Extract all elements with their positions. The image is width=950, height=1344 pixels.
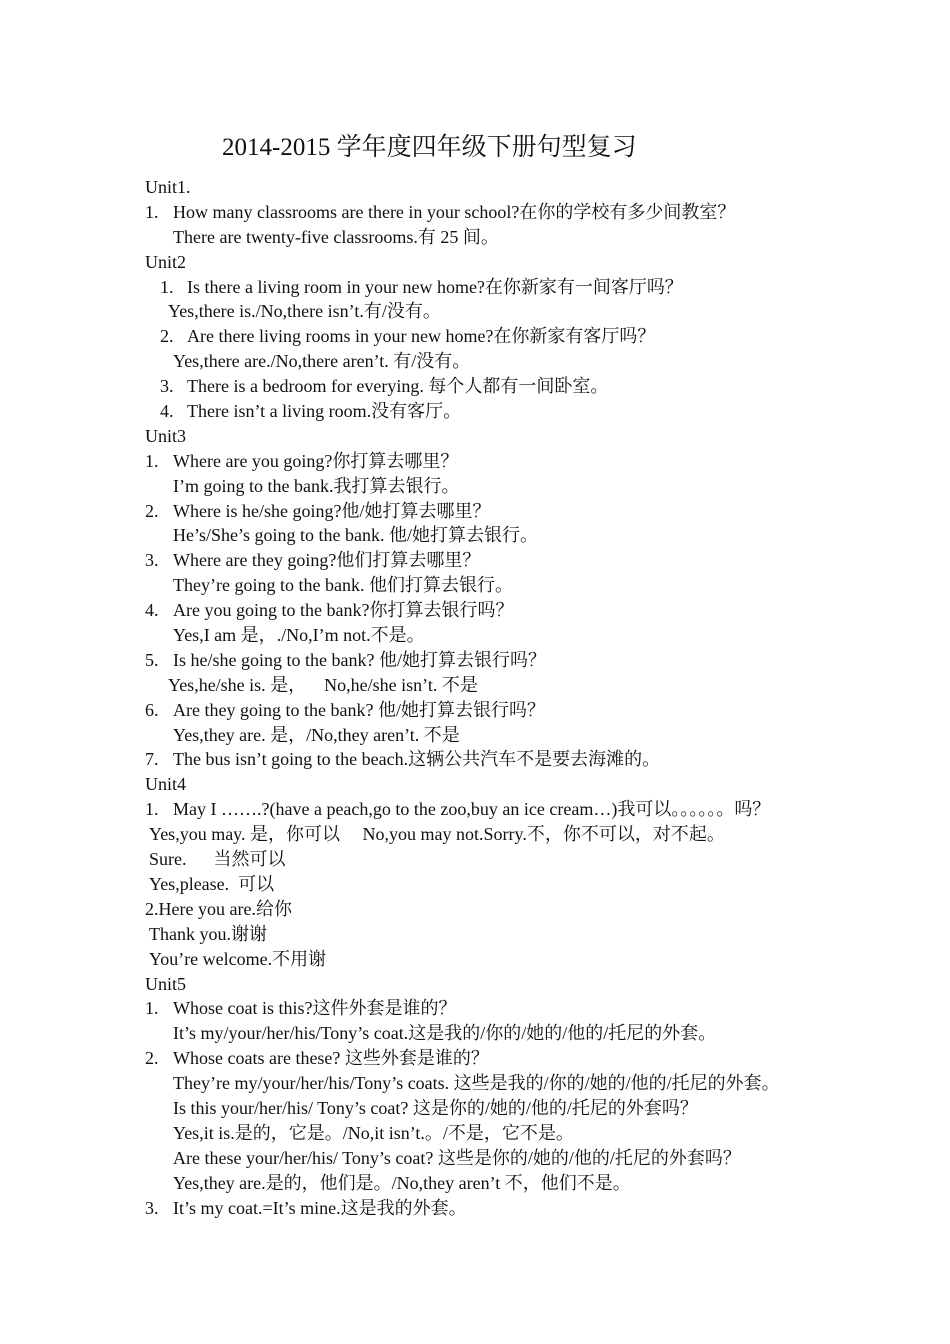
document-line [145, 897, 925, 922]
document-title: 2014-2015 学年度四年级下册句型复习 [222, 134, 637, 161]
list-number: 1. [145, 799, 159, 820]
document-line [145, 548, 925, 573]
document-line [145, 349, 925, 374]
list-number: 1. [145, 998, 159, 1019]
line-text: Unit5 [145, 973, 187, 994]
document-line [145, 947, 925, 972]
document-line [145, 673, 925, 698]
line-text: I’m going to the bank.我打算去银行。 [173, 475, 460, 496]
line-text: Where are they going?他们打算去哪里？ [173, 550, 481, 571]
line-text: Unit1. [145, 177, 191, 197]
document-line [145, 772, 925, 797]
line-text: Are these your/her/his/ Tony’s coat? 这些是你的/她的/他的/托尼的外套吗？ [173, 1147, 741, 1168]
document-line [145, 797, 925, 822]
line-text: Sure. 当然可以 [149, 849, 286, 870]
line-text: There are twenty-five classrooms.有 25 间。 [173, 226, 499, 247]
document-line [145, 1021, 925, 1046]
document-line [145, 972, 925, 997]
document-line [145, 1146, 925, 1171]
document-line [145, 1196, 925, 1221]
list-number: 4. [145, 600, 159, 621]
document-line [145, 449, 925, 474]
line-text: The bus isn’t going to the beach.这辆公共汽车不是要去海滩的。 [173, 749, 661, 770]
document-line [145, 200, 925, 225]
document-line [145, 523, 925, 548]
document-line [145, 648, 925, 673]
list-number: 7. [145, 749, 159, 770]
document-line [145, 175, 925, 200]
line-text: Yes,they are. 是，/No,they aren’t. 不是 [173, 724, 460, 745]
list-number: 1. [145, 201, 159, 222]
document-line [145, 1171, 925, 1196]
list-number: 6. [145, 699, 159, 720]
document-line [145, 275, 925, 300]
document-line [145, 324, 925, 349]
document-line [145, 598, 925, 623]
line-text: There isn’t a living room.没有客厅。 [187, 401, 462, 422]
line-text: Are there living rooms in your new home?在你新家有客厅吗？ [187, 326, 656, 347]
list-number: 3. [145, 1197, 159, 1218]
line-text: Thank you.谢谢 [149, 923, 267, 944]
line-text: Yes,he/she is. 是， No,he/she isn’t. 不是 [168, 674, 478, 695]
line-text: May I …….?(have a peach,go to the zoo,buy an ice cream…)我可以。。。。。。吗？ [173, 799, 771, 820]
line-text: Whose coat is this?这件外套是谁的？ [173, 998, 457, 1019]
document-line [145, 698, 925, 723]
line-text: Unit2 [145, 251, 187, 272]
line-text: They’re my/your/her/his/Tony’s coats. 这些是我的/你的/她的/他的/托尼的外套。 [173, 1073, 780, 1094]
line-text: Yes,you may. 是，你可以 No,you may not.Sorry.不，你不可以，对不起。 [149, 824, 725, 845]
line-text: You’re welcome.不用谢 [149, 948, 327, 969]
document-line [145, 872, 925, 897]
list-number: 5. [145, 649, 159, 670]
document-line [145, 299, 925, 324]
document-line [145, 822, 925, 847]
document-line [145, 399, 925, 424]
document-line [145, 723, 925, 748]
document-line [145, 250, 925, 275]
document-line [145, 922, 925, 947]
line-text: They’re going to the bank. 他们打算去银行。 [173, 575, 513, 596]
line-text: Unit3 [145, 425, 187, 446]
line-text: There is a bedroom for everying. 每个人都有一间卧室。 [187, 376, 609, 397]
line-text: Whose coats are these? 这些外套是谁的？ [173, 1048, 489, 1069]
document-line [145, 374, 925, 399]
list-number: 4. [160, 401, 174, 422]
document-line [145, 847, 925, 872]
document-body [145, 175, 925, 1220]
list-number: 3. [160, 376, 174, 397]
document-line [145, 474, 925, 499]
line-text: Yes,they are.是的，他们是。/No,they aren’t 不，他们不是。 [173, 1172, 631, 1193]
document-line [145, 1046, 925, 1071]
list-number: 1. [160, 276, 174, 297]
list-number: 2. [160, 326, 174, 347]
line-text: Yes,please. 可以 [149, 873, 275, 894]
document-line [145, 424, 925, 449]
line-text: Yes,there is./No,there isn’t.有/没有。 [168, 301, 441, 322]
document-line [145, 1071, 925, 1096]
line-text: It’s my/your/her/his/Tony’s coat.这是我的/你的/她的/他的/托尼的外套。 [173, 1023, 717, 1044]
line-text: How many classrooms are there in your school?在你的学校有多少间教室？ [173, 201, 736, 222]
line-text: He’s/She’s going to the bank. 他/她打算去银行。 [173, 525, 538, 546]
list-number: 2. [145, 1048, 159, 1069]
line-text: It’s my coat.=It’s mine.这是我的外套。 [173, 1197, 467, 1218]
line-text: Where are you going?你打算去哪里？ [173, 450, 459, 471]
document-line [145, 747, 925, 772]
document-line [145, 225, 925, 250]
list-number: 1. [145, 450, 159, 471]
line-text: Yes,I am 是，./No,I’m not.不是。 [173, 625, 425, 646]
line-text: Is this your/her/his/ Tony’s coat? 这是你的/她的/他的/托尼的外套吗？ [173, 1097, 698, 1118]
list-number: 3. [145, 550, 159, 571]
document-line [145, 623, 925, 648]
document-line [145, 996, 925, 1021]
document-line [145, 1096, 925, 1121]
line-text: Are they going to the bank? 他/她打算去银行吗？ [173, 699, 545, 720]
line-text: Yes,there are./No,there aren’t. 有/没有。 [173, 351, 471, 372]
line-text: Where is he/she going?他/她打算去哪里？ [173, 500, 491, 521]
line-text: Are you going to the bank?你打算去银行吗？ [173, 600, 514, 621]
line-text: Is there a living room in your new home?在你新家有一间客厅吗？ [187, 276, 683, 297]
document-line [145, 573, 925, 598]
document-line [145, 1121, 925, 1146]
line-text: Unit4 [145, 774, 187, 795]
document-line [145, 499, 925, 524]
line-text: 2.Here you are.给你 [145, 898, 292, 919]
list-number: 2. [145, 500, 159, 521]
line-text: Is he/she going to the bank? 他/她打算去银行吗？ [173, 649, 546, 670]
line-text: Yes,it is.是的，它是。/No,it isn’t.。/不是，它不是。 [173, 1122, 574, 1143]
